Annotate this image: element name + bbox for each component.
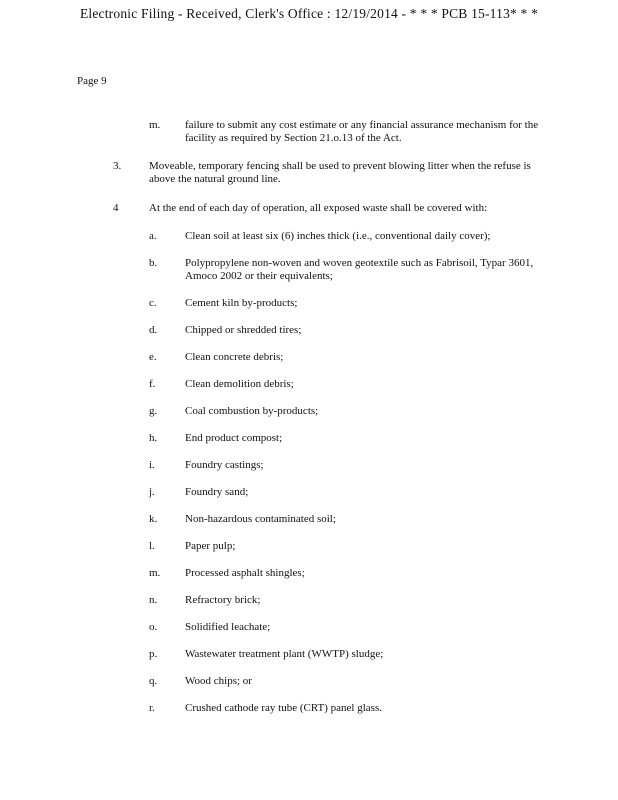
item-label: r. [149,702,155,714]
filing-stamp-header: Electronic Filing - Received, Clerk's Office : 12/19/2014 - * * * PCB 15-113* * * [79,6,539,21]
item-label: f. [149,378,156,390]
item-label: 4 [113,202,119,214]
item-label: b. [149,257,158,269]
item-label: h. [149,432,158,444]
item-text: Clean soil at least six (6) inches thick (i.e., conventional daily cover); [185,230,491,242]
item-label: a. [149,230,157,242]
item-label: q. [149,675,158,687]
item-text: Crushed cathode ray tube (CRT) panel glass. [185,702,382,714]
item-text: End product compost; [185,432,283,444]
item-text: Chipped or shredded tires; [185,324,302,336]
item-label: d. [149,324,158,336]
item-text: Foundry castings; [185,459,264,471]
item-text: Foundry sand; [185,486,249,498]
item-text: Non-hazardous contaminated soil; [185,513,336,525]
item-label: p. [149,648,158,660]
item-text: Wastewater treatment plant (WWTP) sludge; [185,648,384,660]
item-text: failure to submit any cost estimate or any financial assurance mechanism for the facility as required by Section 21.o.13 of the Act. [185,119,539,144]
page-number: Page 9 [77,75,107,87]
item-text: Moveable, temporary fencing shall be used to prevent blowing litter when the refuse is above the natural ground line. [149,160,531,185]
item-text: Polypropylene non-woven and woven geotextile such as Fabrisoil, Typar 3601, Amoco 2002 or their equivalents; [185,257,534,282]
item-label: i. [149,459,155,471]
item-label: o. [149,621,158,633]
item-label: n. [149,594,158,606]
item-text: Paper pulp; [185,540,236,552]
item-label: j. [149,486,155,498]
item-label: k. [149,513,158,525]
item-text: Wood chips; or [185,675,252,687]
item-label: m. [149,119,161,131]
item-text: Solidified leachate; [185,621,271,633]
item-text: Processed asphalt shingles; [185,567,305,579]
item-text: Cement kiln by-products; [185,297,298,309]
item-label: m. [149,567,161,579]
item-label: g. [149,405,158,417]
item-label: e. [149,351,157,363]
item-text: At the end of each day of operation, all exposed waste shall be covered with: [149,202,488,214]
item-text: Refractory brick; [185,594,261,606]
item-text: Coal combustion by-products; [185,405,319,417]
item-label: 3. [113,160,122,172]
item-text: Clean concrete debris; [185,351,284,363]
item-label: c. [149,297,157,309]
item-text: Clean demolition debris; [185,378,294,390]
item-label: l. [149,540,155,552]
